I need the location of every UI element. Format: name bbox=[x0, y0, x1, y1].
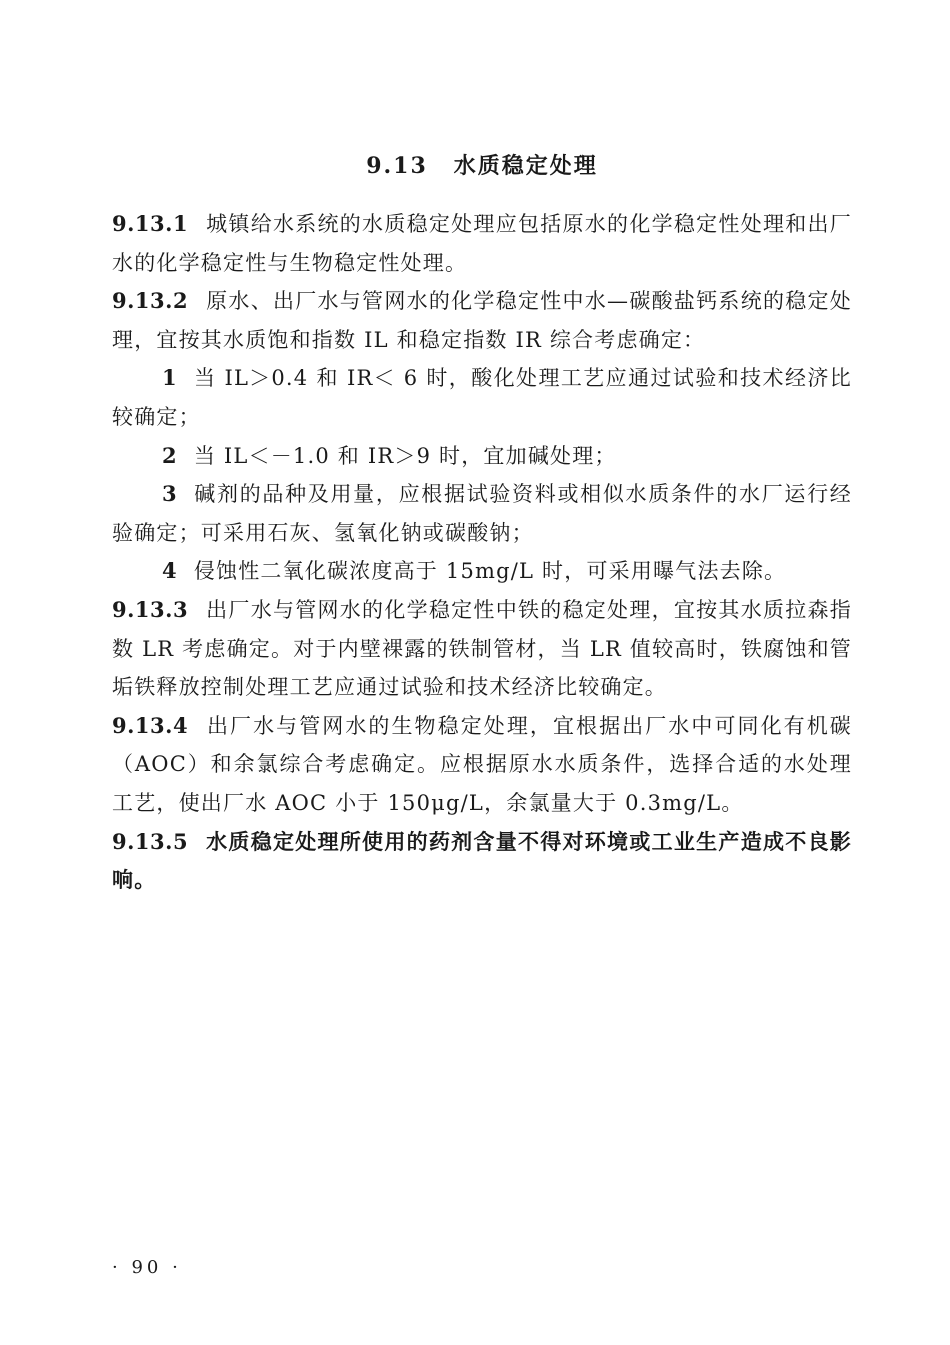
clause-9-13-1 bbox=[112, 205, 852, 282]
section-number: 9.13 bbox=[366, 153, 428, 179]
clause-text: 原水、出厂水与管网水的化学稳定性中水—碳酸盐钙系统的稳定处理，宜按其水质饱和指数 IL 和稳定指数 IR 综合考虑确定： bbox=[112, 289, 852, 352]
list-item-3 bbox=[112, 475, 852, 552]
clause-text: 水质稳定处理所使用的药剂含量不得对环境或工业生产造成不良影响。 bbox=[112, 828, 852, 893]
list-item-1 bbox=[112, 359, 852, 436]
clause-9-13-3 bbox=[112, 591, 852, 707]
item-number: 4 bbox=[162, 558, 178, 584]
page-number: · 90 · bbox=[112, 1257, 182, 1278]
item-text: 碱剂的品种及用量，应根据试验资料或相似水质条件的水厂运行经验确定；可采用石灰、氢氧化钠或碳酸钠； bbox=[112, 482, 852, 545]
clause-9-13-5 bbox=[112, 823, 852, 900]
item-number: 1 bbox=[162, 365, 178, 391]
clause-9-13-4 bbox=[112, 707, 852, 823]
clause-number: 9.13.3 bbox=[112, 596, 189, 622]
section-heading bbox=[112, 150, 852, 182]
item-number: 3 bbox=[162, 481, 178, 507]
clause-number: 9.13.4 bbox=[112, 712, 189, 738]
clause-9-13-2 bbox=[112, 282, 852, 359]
clause-number: 9.13.5 bbox=[112, 828, 189, 854]
clause-text: 出厂水与管网水的生物稳定处理，宜根据出厂水中可同化有机碳（AOC）和余氯综合考虑确定。应根据原水水质条件，选择合适的水处理工艺，使出厂水 AOC 小于 150μg/L，余氯量大于 0.3mg/L。 bbox=[112, 713, 852, 815]
clause-number: 9.13.2 bbox=[112, 288, 189, 314]
item-text: 当 IL＞0.4 和 IR＜ 6 时，酸化处理工艺应通过试验和技术经济比较确定； bbox=[112, 366, 852, 429]
item-text: 当 IL＜－1.0 和 IR＞9 时，宜加碱处理； bbox=[193, 443, 617, 468]
list-item-4 bbox=[112, 552, 852, 591]
clause-text: 出厂水与管网水的化学稳定性中铁的稳定处理，宜按其水质拉森指数 LR 考虑确定。对于内壁裸露的铁制管材，当 LR 值较高时，铁腐蚀和管垢铁释放控制处理工艺应通过试验和技术经济比较确定。 bbox=[112, 597, 852, 700]
item-text: 侵蚀性二氧化碳浓度高于 15mg/L 时，可采用曝气法去除。 bbox=[193, 559, 787, 584]
clause-number: 9.13.1 bbox=[112, 211, 189, 236]
clause-text: 城镇给水系统的水质稳定处理应包括原水的化学稳定性处理和出厂水的化学稳定性与生物稳定性处理。 bbox=[112, 212, 852, 275]
item-number: 2 bbox=[162, 442, 178, 468]
section-title: 水质稳定处理 bbox=[453, 153, 598, 179]
body-text bbox=[112, 205, 852, 900]
list-item-2 bbox=[112, 437, 852, 476]
